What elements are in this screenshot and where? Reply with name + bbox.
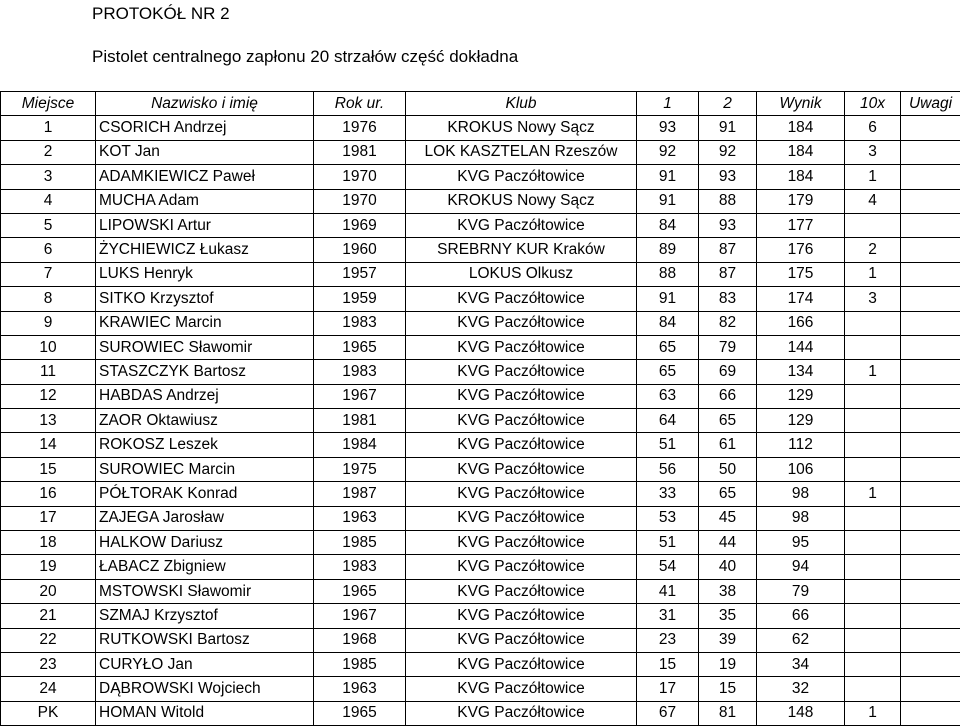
cell-place: 22 [1, 628, 96, 652]
cell-10x [845, 555, 901, 579]
table-row [1, 287, 960, 311]
table-row [1, 384, 960, 408]
cell-notes [901, 628, 960, 652]
cell-year: 1969 [314, 213, 406, 237]
cell-10x: 2 [845, 238, 901, 262]
cell-year: 1959 [314, 287, 406, 311]
cell-place: 20 [1, 579, 96, 603]
cell-name: MSTOWSKI Sławomir [96, 579, 314, 603]
cell-series-1: 91 [637, 165, 699, 189]
cell-name: ŁABACZ Zbigniew [96, 555, 314, 579]
cell-series-1: 93 [637, 116, 699, 140]
cell-notes [901, 652, 960, 676]
cell-notes [901, 457, 960, 481]
cell-year: 1967 [314, 384, 406, 408]
cell-notes [901, 506, 960, 530]
cell-name: PÓŁTORAK Konrad [96, 482, 314, 506]
cell-10x: 4 [845, 189, 901, 213]
cell-year: 1975 [314, 457, 406, 481]
cell-place: 6 [1, 238, 96, 262]
cell-series-2: 93 [699, 165, 757, 189]
table-header-row [1, 92, 960, 116]
cell-notes [901, 311, 960, 335]
table-row [1, 262, 960, 286]
cell-place: 5 [1, 213, 96, 237]
cell-series-1: 67 [637, 701, 699, 725]
cell-10x [845, 531, 901, 555]
cell-series-1: 33 [637, 482, 699, 506]
cell-year: 1983 [314, 360, 406, 384]
cell-notes [901, 140, 960, 164]
cell-result: 174 [757, 287, 845, 311]
cell-name: KOT Jan [96, 140, 314, 164]
column-header-club: Klub [406, 92, 637, 116]
table-row [1, 628, 960, 652]
cell-club: KVG Paczółtowice [406, 311, 637, 335]
cell-notes [901, 677, 960, 701]
cell-10x: 1 [845, 701, 901, 725]
table-row [1, 555, 960, 579]
cell-club: KVG Paczółtowice [406, 335, 637, 359]
cell-name: SUROWIEC Sławomir [96, 335, 314, 359]
cell-10x [845, 384, 901, 408]
cell-place: 10 [1, 335, 96, 359]
cell-series-2: 82 [699, 311, 757, 335]
cell-name: STASZCZYK Bartosz [96, 360, 314, 384]
cell-club: LOK KASZTELAN Rzeszów [406, 140, 637, 164]
cell-10x: 1 [845, 262, 901, 286]
cell-series-1: 91 [637, 189, 699, 213]
cell-10x [845, 579, 901, 603]
cell-place: 3 [1, 165, 96, 189]
cell-notes [901, 238, 960, 262]
cell-place: 2 [1, 140, 96, 164]
cell-place: 4 [1, 189, 96, 213]
cell-10x [845, 652, 901, 676]
cell-series-2: 15 [699, 677, 757, 701]
cell-club: KVG Paczółtowice [406, 506, 637, 530]
cell-year: 1981 [314, 409, 406, 433]
cell-series-1: 41 [637, 579, 699, 603]
page-subtitle: Pistolet centralnego zapłonu 20 strzałów część dokładna [92, 47, 519, 66]
cell-place: 11 [1, 360, 96, 384]
cell-result: 175 [757, 262, 845, 286]
cell-place: 15 [1, 457, 96, 481]
cell-place: 7 [1, 262, 96, 286]
cell-notes [901, 384, 960, 408]
cell-10x: 1 [845, 165, 901, 189]
cell-result: 176 [757, 238, 845, 262]
table-row [1, 677, 960, 701]
table-row [1, 531, 960, 555]
cell-name: KRAWIEC Marcin [96, 311, 314, 335]
cell-notes [901, 701, 960, 725]
cell-notes [901, 604, 960, 628]
table-row [1, 482, 960, 506]
cell-notes [901, 482, 960, 506]
cell-result: 79 [757, 579, 845, 603]
cell-series-1: 64 [637, 409, 699, 433]
cell-year: 1967 [314, 604, 406, 628]
cell-result: 94 [757, 555, 845, 579]
cell-series-1: 88 [637, 262, 699, 286]
cell-10x [845, 409, 901, 433]
cell-notes [901, 213, 960, 237]
cell-year: 1965 [314, 335, 406, 359]
cell-series-2: 91 [699, 116, 757, 140]
cell-club: SREBRNY KUR Kraków [406, 238, 637, 262]
cell-result: 34 [757, 652, 845, 676]
cell-place: 24 [1, 677, 96, 701]
cell-year: 1963 [314, 506, 406, 530]
cell-notes [901, 189, 960, 213]
table-row [1, 701, 960, 725]
table-row [1, 140, 960, 164]
cell-result: 95 [757, 531, 845, 555]
cell-name: ZAJEGA Jarosław [96, 506, 314, 530]
cell-result: 148 [757, 701, 845, 725]
cell-year: 1983 [314, 555, 406, 579]
cell-series-2: 45 [699, 506, 757, 530]
cell-notes [901, 287, 960, 311]
cell-year: 1983 [314, 311, 406, 335]
cell-series-2: 93 [699, 213, 757, 237]
cell-name: DĄBROWSKI Wojciech [96, 677, 314, 701]
cell-result: 112 [757, 433, 845, 457]
cell-year: 1965 [314, 701, 406, 725]
cell-place: 13 [1, 409, 96, 433]
cell-place: 16 [1, 482, 96, 506]
cell-10x [845, 457, 901, 481]
column-header-place: Miejsce [1, 92, 96, 116]
results-table [0, 91, 960, 726]
cell-club: KVG Paczółtowice [406, 677, 637, 701]
cell-result: 32 [757, 677, 845, 701]
cell-result: 184 [757, 140, 845, 164]
cell-notes [901, 555, 960, 579]
cell-result: 144 [757, 335, 845, 359]
cell-series-1: 51 [637, 531, 699, 555]
cell-place: 9 [1, 311, 96, 335]
cell-notes [901, 433, 960, 457]
cell-10x [845, 433, 901, 457]
cell-name: HOMAN Witold [96, 701, 314, 725]
cell-series-1: 84 [637, 311, 699, 335]
cell-name: ADAMKIEWICZ Paweł [96, 165, 314, 189]
cell-series-2: 87 [699, 262, 757, 286]
cell-name: HALKOW Dariusz [96, 531, 314, 555]
cell-series-1: 17 [637, 677, 699, 701]
column-header-10x: 10x [845, 92, 901, 116]
cell-year: 1985 [314, 652, 406, 676]
cell-series-1: 65 [637, 335, 699, 359]
column-header-result: Wynik [757, 92, 845, 116]
cell-notes [901, 262, 960, 286]
cell-10x [845, 213, 901, 237]
table-row [1, 457, 960, 481]
cell-10x [845, 677, 901, 701]
cell-name: MUCHA Adam [96, 189, 314, 213]
cell-name: RUTKOWSKI Bartosz [96, 628, 314, 652]
cell-name: ZAOR Oktawiusz [96, 409, 314, 433]
cell-club: KVG Paczółtowice [406, 555, 637, 579]
cell-name: LUKS Henryk [96, 262, 314, 286]
table-row [1, 433, 960, 457]
cell-result: 98 [757, 506, 845, 530]
cell-result: 129 [757, 384, 845, 408]
table-row [1, 213, 960, 237]
cell-year: 1970 [314, 165, 406, 189]
table-row [1, 360, 960, 384]
column-header-series-2: 2 [699, 92, 757, 116]
cell-club: KVG Paczółtowice [406, 165, 637, 189]
cell-series-2: 40 [699, 555, 757, 579]
cell-series-2: 38 [699, 579, 757, 603]
cell-notes [901, 335, 960, 359]
cell-10x: 1 [845, 482, 901, 506]
cell-result: 129 [757, 409, 845, 433]
cell-10x [845, 604, 901, 628]
cell-club: KROKUS Nowy Sącz [406, 189, 637, 213]
cell-year: 1957 [314, 262, 406, 286]
column-header-name: Nazwisko i imię [96, 92, 314, 116]
cell-club: KVG Paczółtowice [406, 652, 637, 676]
cell-result: 177 [757, 213, 845, 237]
cell-place: 8 [1, 287, 96, 311]
cell-series-1: 31 [637, 604, 699, 628]
cell-year: 1976 [314, 116, 406, 140]
cell-series-1: 56 [637, 457, 699, 481]
cell-series-2: 92 [699, 140, 757, 164]
cell-series-2: 35 [699, 604, 757, 628]
cell-club: KVG Paczółtowice [406, 531, 637, 555]
cell-result: 98 [757, 482, 845, 506]
cell-place: 14 [1, 433, 96, 457]
table-row [1, 409, 960, 433]
table-row [1, 238, 960, 262]
cell-result: 179 [757, 189, 845, 213]
cell-notes [901, 165, 960, 189]
page-title: PROTOKÓŁ NR 2 [92, 4, 230, 23]
cell-club: KROKUS Nowy Sącz [406, 116, 637, 140]
cell-10x: 6 [845, 116, 901, 140]
cell-place: 18 [1, 531, 96, 555]
cell-result: 184 [757, 116, 845, 140]
cell-name: CSORICH Andrzej [96, 116, 314, 140]
cell-result: 166 [757, 311, 845, 335]
cell-10x [845, 335, 901, 359]
cell-10x [845, 628, 901, 652]
cell-club: KVG Paczółtowice [406, 409, 637, 433]
cell-notes [901, 531, 960, 555]
cell-year: 1960 [314, 238, 406, 262]
table-row [1, 652, 960, 676]
cell-series-1: 92 [637, 140, 699, 164]
column-header-year: Rok ur. [314, 92, 406, 116]
cell-notes [901, 116, 960, 140]
cell-result: 62 [757, 628, 845, 652]
cell-club: KVG Paczółtowice [406, 457, 637, 481]
cell-name: HABDAS Andrzej [96, 384, 314, 408]
cell-name: ŻYCHIEWICZ Łukasz [96, 238, 314, 262]
cell-series-2: 79 [699, 335, 757, 359]
cell-club: KVG Paczółtowice [406, 604, 637, 628]
cell-series-2: 50 [699, 457, 757, 481]
cell-series-1: 53 [637, 506, 699, 530]
table-row [1, 311, 960, 335]
cell-notes [901, 409, 960, 433]
cell-series-2: 81 [699, 701, 757, 725]
column-header-notes: Uwagi [901, 92, 960, 116]
cell-series-2: 87 [699, 238, 757, 262]
cell-year: 1981 [314, 140, 406, 164]
cell-club: KVG Paczółtowice [406, 213, 637, 237]
table-row [1, 189, 960, 213]
cell-club: KVG Paczółtowice [406, 579, 637, 603]
cell-series-1: 23 [637, 628, 699, 652]
cell-club: KVG Paczółtowice [406, 628, 637, 652]
table-row [1, 579, 960, 603]
cell-series-1: 65 [637, 360, 699, 384]
cell-series-2: 65 [699, 482, 757, 506]
cell-club: KVG Paczółtowice [406, 384, 637, 408]
cell-series-2: 83 [699, 287, 757, 311]
table-row [1, 116, 960, 140]
cell-year: 1968 [314, 628, 406, 652]
cell-place: 21 [1, 604, 96, 628]
cell-10x [845, 311, 901, 335]
cell-series-1: 84 [637, 213, 699, 237]
cell-series-2: 69 [699, 360, 757, 384]
column-header-series-1: 1 [637, 92, 699, 116]
cell-place: PK [1, 701, 96, 725]
cell-name: SZMAJ Krzysztof [96, 604, 314, 628]
cell-year: 1985 [314, 531, 406, 555]
cell-result: 184 [757, 165, 845, 189]
table-row [1, 335, 960, 359]
cell-place: 19 [1, 555, 96, 579]
cell-series-2: 61 [699, 433, 757, 457]
cell-10x: 3 [845, 140, 901, 164]
cell-year: 1970 [314, 189, 406, 213]
cell-club: KVG Paczółtowice [406, 433, 637, 457]
cell-club: KVG Paczółtowice [406, 287, 637, 311]
cell-name: SITKO Krzysztof [96, 287, 314, 311]
cell-name: LIPOWSKI Artur [96, 213, 314, 237]
cell-series-2: 65 [699, 409, 757, 433]
cell-place: 12 [1, 384, 96, 408]
table-row [1, 604, 960, 628]
cell-year: 1965 [314, 579, 406, 603]
cell-10x [845, 506, 901, 530]
cell-result: 66 [757, 604, 845, 628]
cell-name: ROKOSZ Leszek [96, 433, 314, 457]
cell-name: SUROWIEC Marcin [96, 457, 314, 481]
cell-notes [901, 579, 960, 603]
cell-place: 23 [1, 652, 96, 676]
cell-result: 134 [757, 360, 845, 384]
cell-10x: 3 [845, 287, 901, 311]
cell-series-1: 63 [637, 384, 699, 408]
cell-series-1: 91 [637, 287, 699, 311]
cell-series-2: 66 [699, 384, 757, 408]
cell-year: 1984 [314, 433, 406, 457]
cell-club: LOKUS Olkusz [406, 262, 637, 286]
cell-year: 1963 [314, 677, 406, 701]
cell-year: 1987 [314, 482, 406, 506]
cell-series-1: 51 [637, 433, 699, 457]
cell-series-2: 44 [699, 531, 757, 555]
cell-notes [901, 360, 960, 384]
cell-series-2: 88 [699, 189, 757, 213]
cell-series-2: 39 [699, 628, 757, 652]
cell-result: 106 [757, 457, 845, 481]
table-row [1, 165, 960, 189]
cell-place: 17 [1, 506, 96, 530]
cell-club: KVG Paczółtowice [406, 482, 637, 506]
cell-10x: 1 [845, 360, 901, 384]
table-row [1, 506, 960, 530]
cell-series-2: 19 [699, 652, 757, 676]
cell-series-1: 15 [637, 652, 699, 676]
cell-name: CURYŁO Jan [96, 652, 314, 676]
cell-series-1: 54 [637, 555, 699, 579]
cell-club: KVG Paczółtowice [406, 701, 637, 725]
cell-club: KVG Paczółtowice [406, 360, 637, 384]
cell-place: 1 [1, 116, 96, 140]
cell-series-1: 89 [637, 238, 699, 262]
